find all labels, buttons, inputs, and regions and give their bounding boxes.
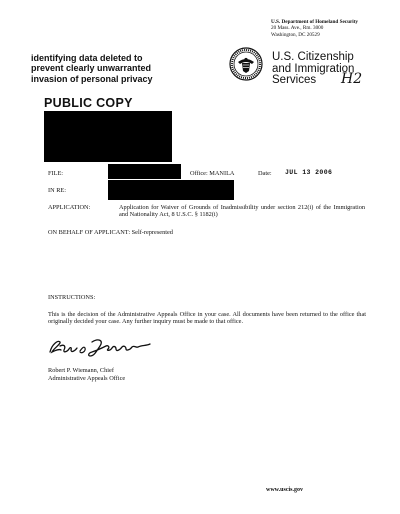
department-city: Washington, DC 20529 bbox=[271, 31, 320, 38]
department-street: 20 Mass. Ave., Rm. 3000 bbox=[271, 25, 324, 32]
file-label: FILE: bbox=[48, 170, 64, 177]
date-label: Date: bbox=[258, 170, 272, 177]
application-label: APPLICATION: bbox=[48, 204, 91, 211]
redaction-applicant-name bbox=[108, 180, 234, 200]
signer-title: Administrative Appeals Office bbox=[48, 375, 126, 382]
agency-line-1: U.S. Citizenship bbox=[272, 51, 354, 63]
signer-name: Robert P. Wiemann, Chief bbox=[48, 367, 114, 374]
behalf-of-applicant: ON BEHALF OF APPLICANT: Self-represented bbox=[48, 229, 173, 236]
privacy-line-2: prevent clearly unwarranted bbox=[31, 63, 152, 74]
dhs-address-block bbox=[271, 19, 358, 38]
department-name: U.S. Department of Homeland Security bbox=[271, 19, 359, 25]
instructions-label: INSTRUCTIONS: bbox=[48, 294, 96, 301]
office-text: Office: MANILA bbox=[190, 170, 235, 177]
redaction-file-number bbox=[108, 164, 181, 179]
agency-line-2: and Immigration bbox=[272, 62, 355, 75]
date-value: JUL 13 2006 bbox=[285, 169, 333, 176]
privacy-line-1: identifying data deleted to bbox=[31, 53, 143, 63]
website-link[interactable]: www.uscis.gov bbox=[266, 487, 304, 493]
privacy-notice bbox=[31, 53, 153, 84]
instructions-text: This is the decision of the Administrative Appeals Office in your case. All documents have been returned to the office that originally decided your case. Any further inquiry must be made to that office. bbox=[48, 311, 366, 326]
privacy-line-3: invasion of personal privacy bbox=[31, 73, 153, 84]
redaction-block bbox=[44, 111, 172, 162]
agency-line-3: Services bbox=[272, 74, 317, 86]
handwritten-mark: H2 bbox=[341, 71, 363, 87]
in-re-label: IN RE: bbox=[48, 187, 67, 194]
handwritten-signature bbox=[46, 334, 166, 360]
public-copy-stamp: PUBLIC COPY bbox=[44, 96, 133, 110]
application-text: Application for Waiver of Grounds of Inadmissibility under section 212(i) of the Immigration and Nationality Act, 8 U.S.C. § 1182(i) bbox=[119, 204, 365, 219]
dhs-seal-icon bbox=[229, 47, 263, 81]
